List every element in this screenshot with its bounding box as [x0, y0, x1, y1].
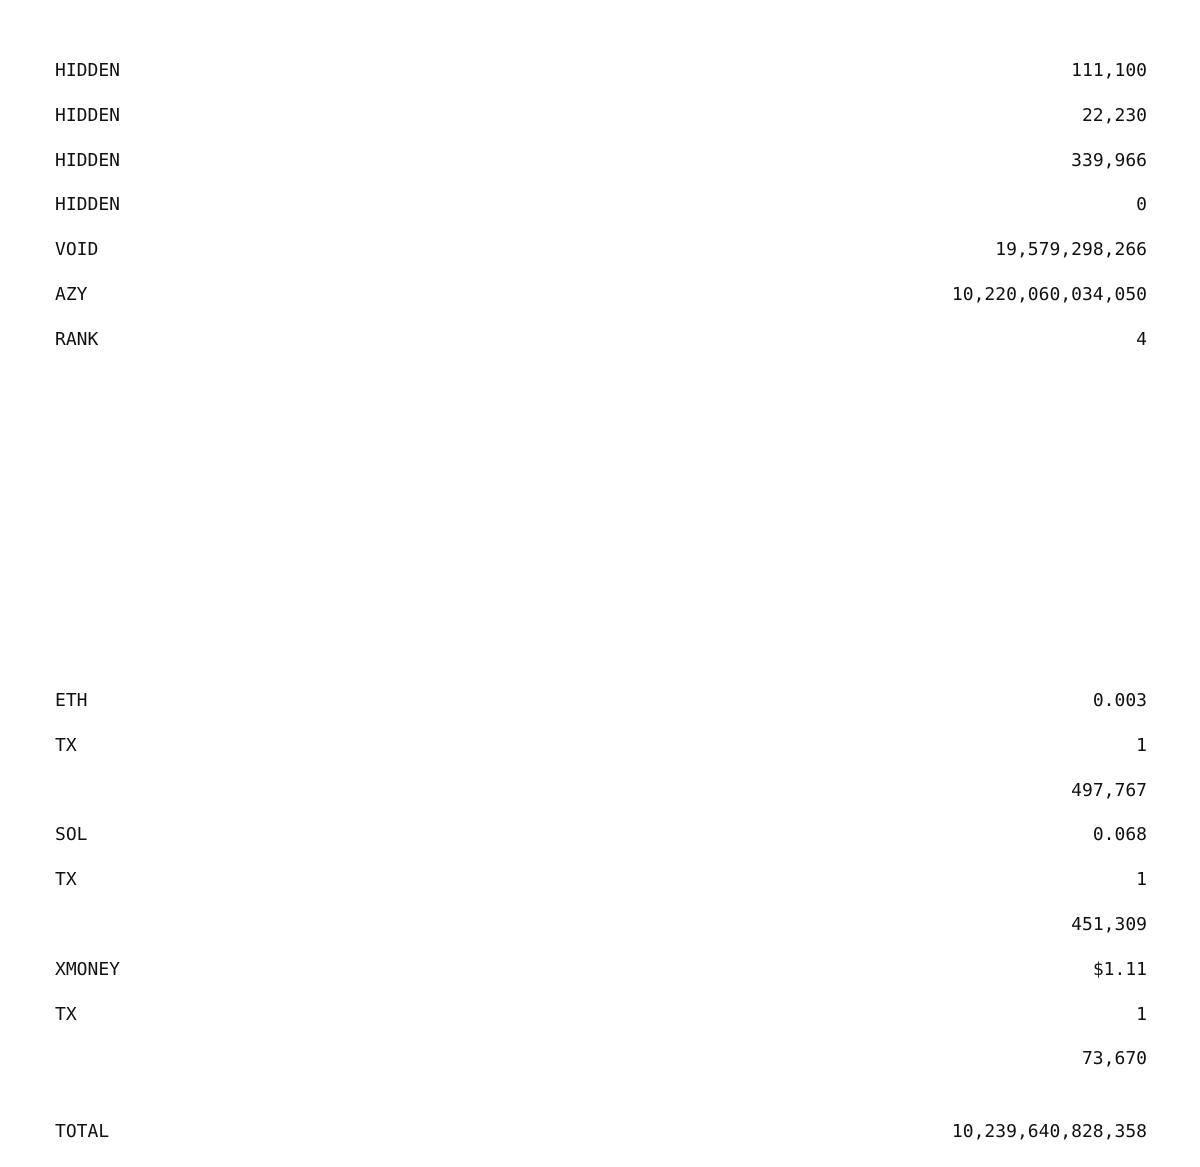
- total-line: [55, 1121, 1147, 1166]
- holding-row: [55, 780, 1147, 825]
- stat-row: [55, 329, 1147, 374]
- holdings-list: [55, 690, 1147, 1093]
- holding-value: 1: [1136, 1003, 1147, 1025]
- stat-value: 10,220,060,034,050: [951, 283, 1147, 305]
- stat-label: AZY: [55, 283, 88, 305]
- stat-value: 111,100: [1071, 60, 1147, 81]
- holding-value: 73,670: [1081, 1048, 1147, 1070]
- holding-row: [55, 1048, 1147, 1093]
- stat-label: HIDDEN: [55, 149, 121, 171]
- holding-label: TX: [55, 869, 77, 891]
- stat-label: RANK: [55, 328, 99, 350]
- stat-label: VOID: [55, 239, 99, 261]
- stat-value: 22,230: [1081, 104, 1147, 126]
- total-row: [55, 1121, 1147, 1166]
- stat-value: 19,579,298,266: [995, 239, 1147, 261]
- stat-row: [55, 60, 1147, 105]
- stat-row: [55, 284, 1147, 329]
- stat-label: HIDDEN: [55, 194, 121, 216]
- holding-value: 1: [1136, 734, 1147, 756]
- stat-label: HIDDEN: [55, 60, 121, 81]
- holding-row: [55, 914, 1147, 959]
- holding-row: [55, 959, 1147, 1004]
- stat-value: 0: [1136, 194, 1147, 216]
- total-value: 10,239,640,828,358: [951, 1121, 1147, 1142]
- holding-value: 1: [1136, 869, 1147, 891]
- holding-label: XMONEY: [55, 958, 121, 980]
- holding-label: TX: [55, 734, 77, 756]
- holding-row: [55, 690, 1147, 735]
- holding-value: 0.068: [1092, 824, 1147, 846]
- holding-row: [55, 735, 1147, 780]
- holding-row: [55, 1004, 1147, 1049]
- holding-label: ETH: [55, 690, 88, 711]
- holding-value: 497,767: [1071, 779, 1147, 801]
- holding-label: TX: [55, 1003, 77, 1025]
- stat-value: 339,966: [1071, 149, 1147, 171]
- total-label: TOTAL: [55, 1121, 110, 1142]
- stat-row: [55, 194, 1147, 239]
- holding-value: 451,309: [1071, 913, 1147, 935]
- holding-value: $1.11: [1092, 958, 1147, 980]
- holding-label: SOL: [55, 824, 88, 846]
- holding-row: [55, 869, 1147, 914]
- holding-row: [55, 824, 1147, 869]
- stats-list: [55, 60, 1147, 374]
- stat-value: 4: [1136, 328, 1147, 350]
- holding-value: 0.003: [1092, 690, 1147, 711]
- stat-row: [55, 150, 1147, 195]
- stat-label: HIDDEN: [55, 104, 121, 126]
- stat-row: [55, 105, 1147, 150]
- stat-row: [55, 239, 1147, 284]
